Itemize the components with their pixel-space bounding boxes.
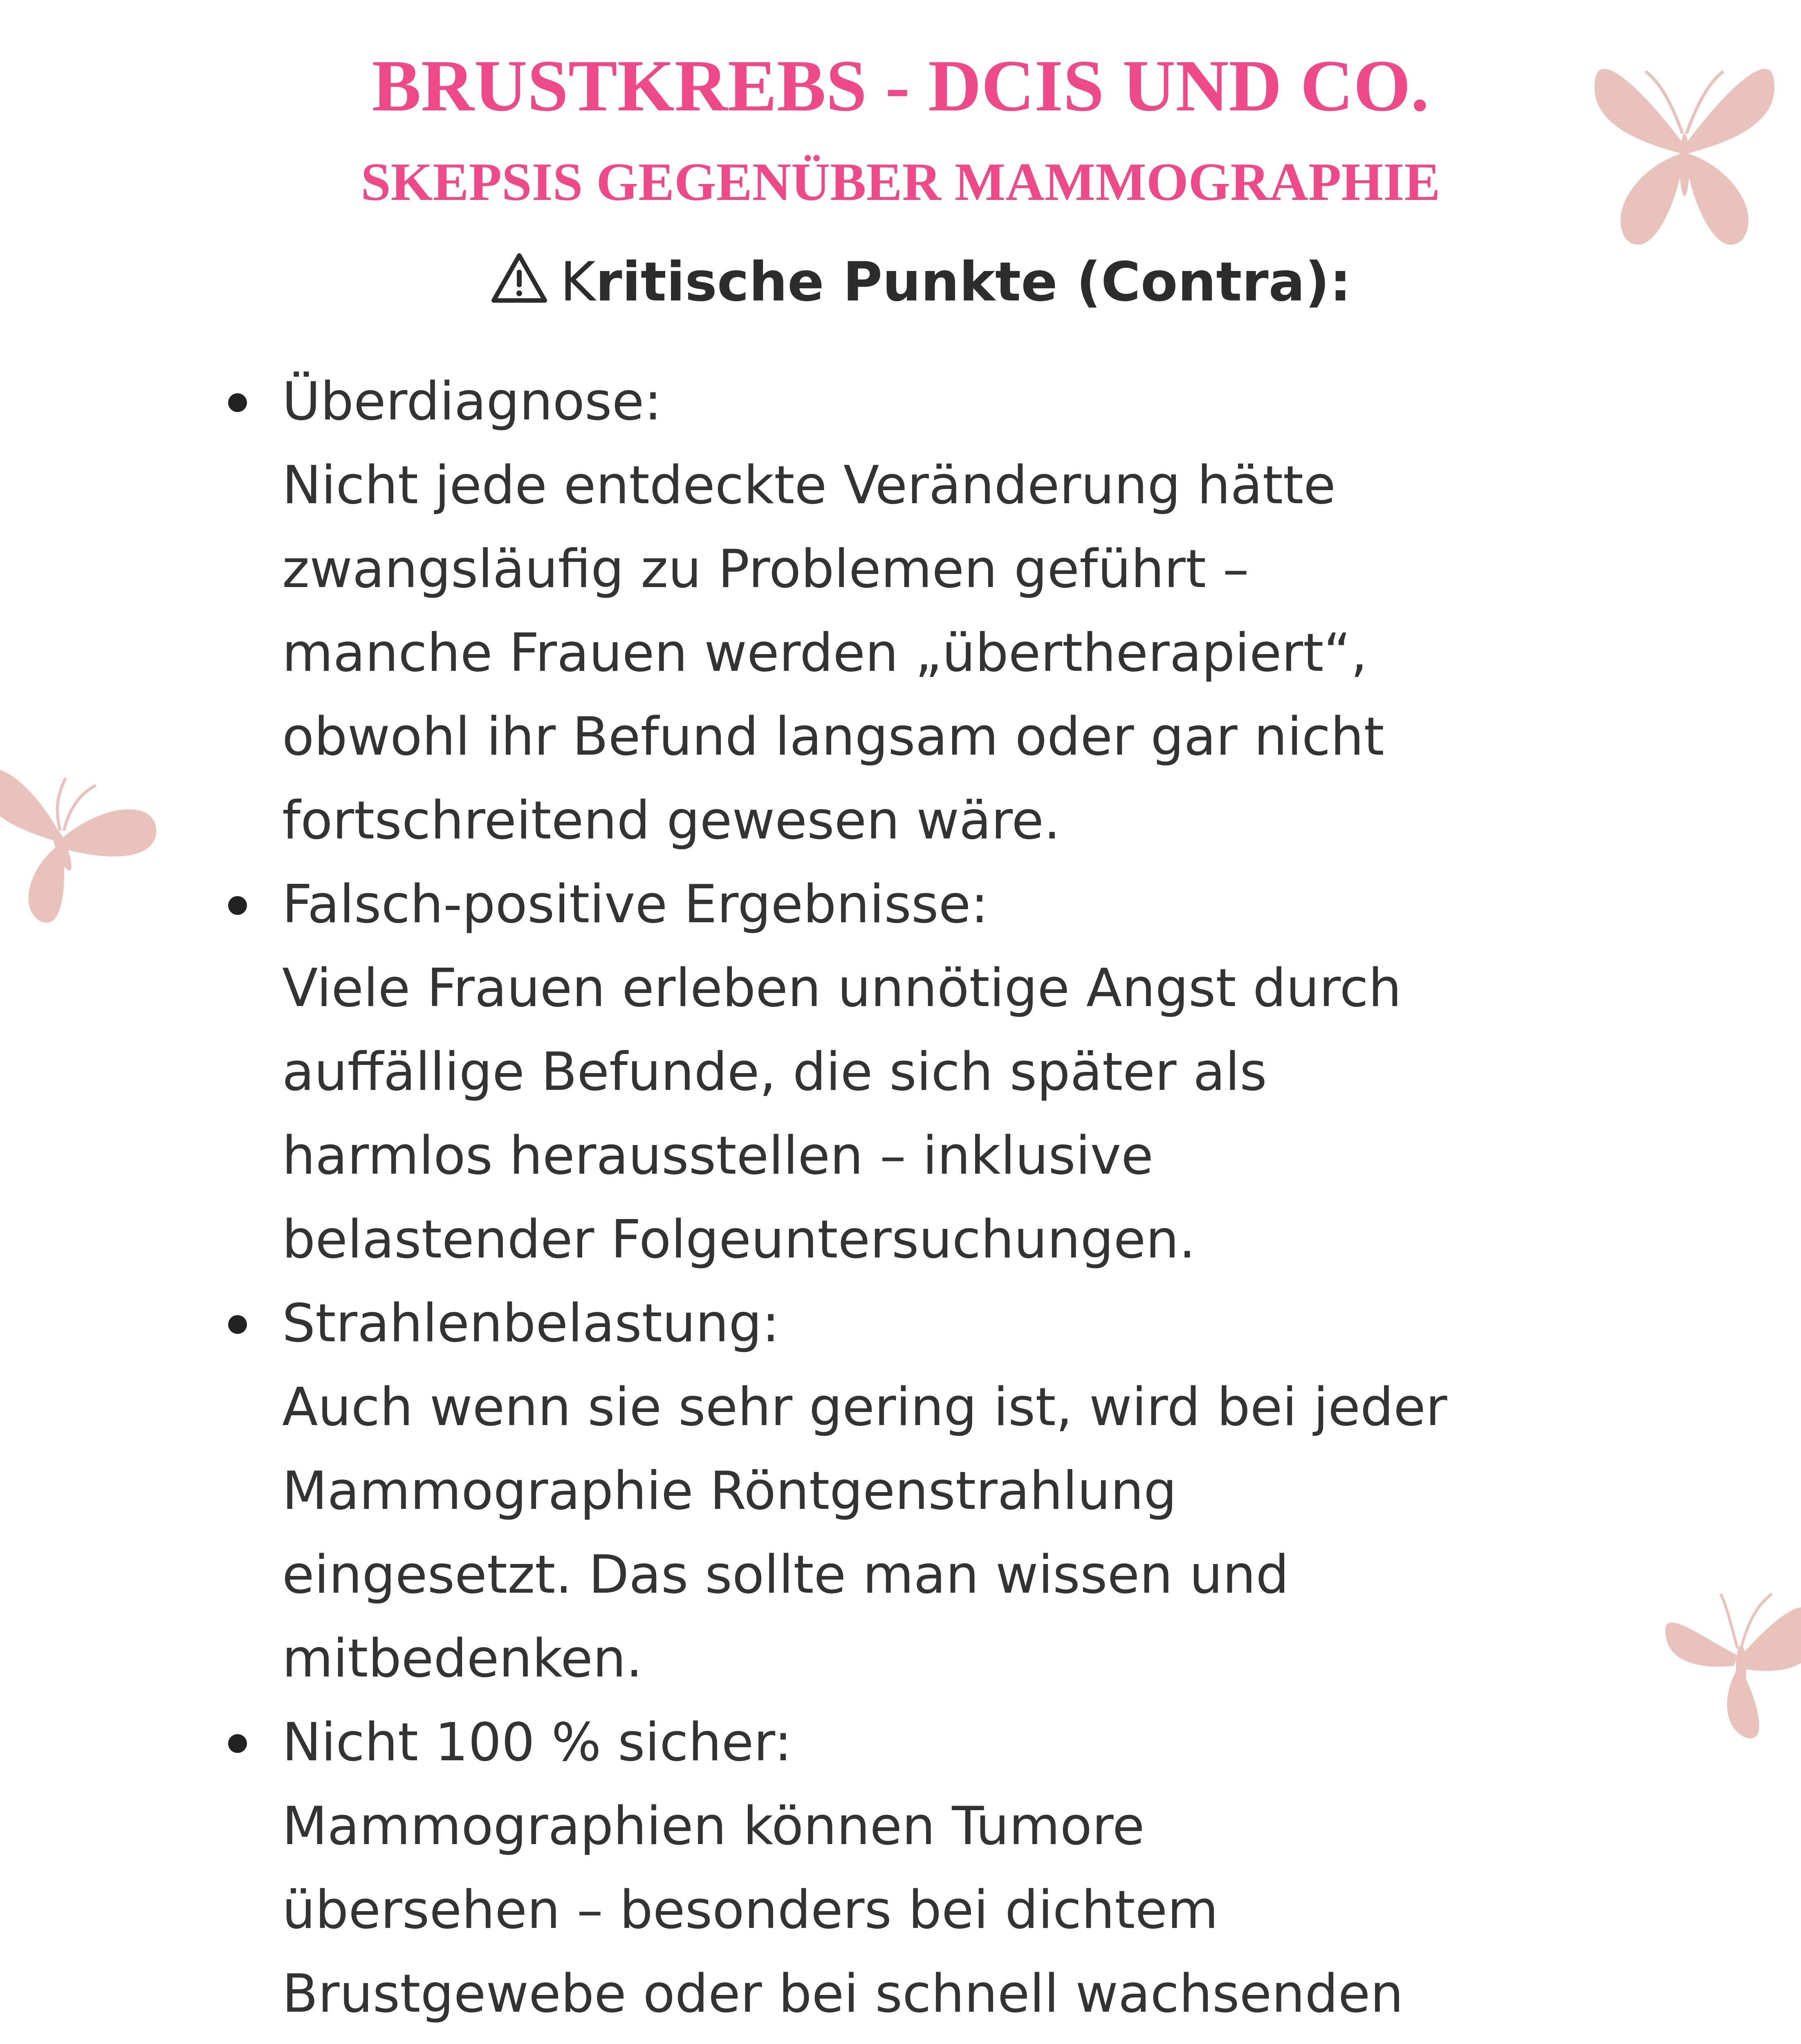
point-label: Falsch-positive Ergebnisse: xyxy=(282,874,989,935)
bullet-icon xyxy=(228,393,247,412)
point-label: Strahlenbelastung: xyxy=(282,1293,780,1354)
section-heading-initial: K xyxy=(560,251,596,314)
point-text-line: fortschreitend gewesen wäre. xyxy=(282,790,1061,851)
point-text-line: belastender Folgeuntersuchungen. xyxy=(282,1209,1196,1270)
point-text-line: Mammographie Röntgenstrahlung xyxy=(282,1461,1177,1522)
point-text-line: obwohl ihr Befund langsam oder gar nicht xyxy=(282,706,1384,767)
point-text-line: Auch wenn sie sehr gering ist, wird bei jeder xyxy=(282,1377,1447,1438)
point-text-line: harmlos herausstellen – inklusive xyxy=(282,1125,1153,1186)
point-text-line: Nicht jede entdeckte Veränderung hätte xyxy=(282,455,1336,516)
bullet-icon xyxy=(228,1315,247,1334)
point-label: Nicht 100 % sicher: xyxy=(282,1712,792,1773)
section-heading xyxy=(491,241,1351,323)
warning-triangle-icon xyxy=(491,251,548,305)
point-text-line: Mammographien können Tumore xyxy=(282,1796,1145,1857)
point-label: Überdiagnose: xyxy=(282,371,662,432)
butterfly-icon xyxy=(1652,1570,1801,1750)
contra-points-list xyxy=(221,360,1652,2044)
bullet-icon xyxy=(228,896,247,915)
bullet-icon xyxy=(228,1734,247,1753)
section-heading-text: ritische Punkte (Contra): xyxy=(595,251,1351,314)
page-title: BRUSTKREBS - DCIS UND CO. xyxy=(372,45,1429,126)
point-text-line: Brustgewebe oder bei schnell wachsenden xyxy=(282,1963,1404,2024)
point-text-line: Viele Frauen erleben unnötige Angst durch xyxy=(282,958,1402,1019)
page-subtitle: SKEPSIS GEGENÜBER MAMMOGRAPHIE xyxy=(361,152,1440,212)
point-text-line: mitbedenken. xyxy=(282,1628,643,1689)
list-item xyxy=(221,1282,1652,1701)
point-text-line: auffällige Befunde, die sich später als xyxy=(282,1042,1267,1103)
butterfly-icon xyxy=(0,744,164,932)
list-item xyxy=(221,863,1652,1282)
point-text-line: eingesetzt. Das sollte man wissen und xyxy=(282,1544,1289,1605)
point-text-line: übersehen – besonders bei dichtem xyxy=(282,1880,1218,1941)
point-text-line xyxy=(282,2036,1652,2044)
list-item xyxy=(221,1701,1652,2044)
point-text-line: zwangsläufig zu Problemen geführt – xyxy=(282,539,1249,600)
list-item xyxy=(221,360,1652,863)
point-text-line: manche Frauen werden „übertherapiert“, xyxy=(282,623,1368,684)
